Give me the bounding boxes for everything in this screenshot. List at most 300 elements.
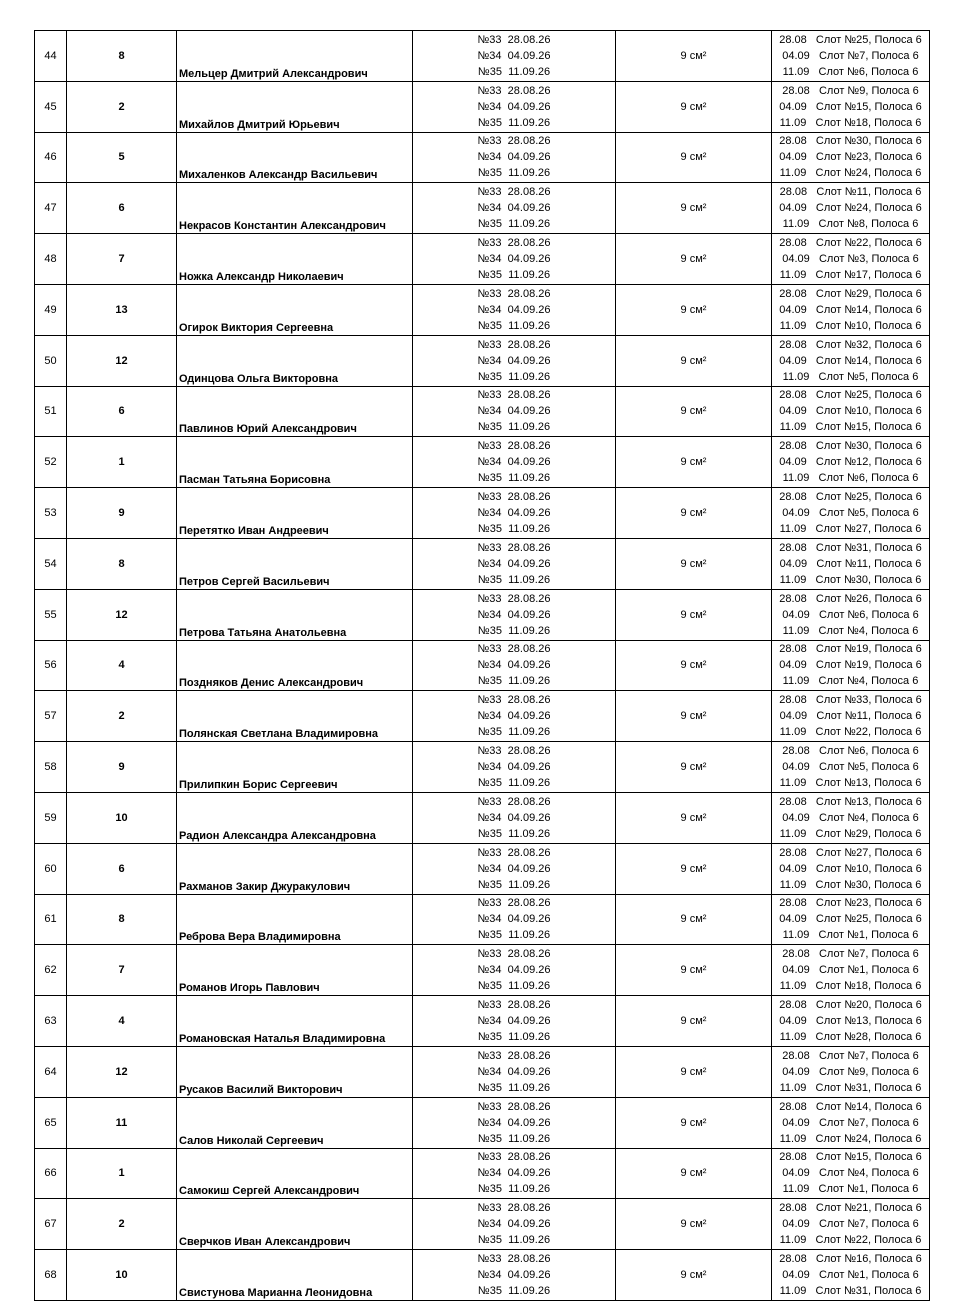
- issue-date: 04.09.26: [507, 405, 551, 418]
- stripe-label: Полоса 6: [874, 202, 922, 215]
- slot-date: 11.09: [782, 218, 810, 231]
- slot-date: 11.09: [782, 675, 810, 688]
- slot-number: 23: [856, 897, 869, 910]
- stripe-label: Полоса 6: [871, 745, 919, 758]
- slot-number: 20: [856, 999, 869, 1012]
- issue-line: [413, 1080, 615, 1096]
- table-row: [35, 1046, 930, 1097]
- issue-number: №35: [477, 1132, 502, 1145]
- table-row: [35, 31, 930, 82]
- slot-date: 11.09: [779, 878, 807, 891]
- name-cell: Реброва Вера Владимировна: [177, 894, 413, 945]
- issues-cell: [413, 284, 616, 335]
- issue-date: 04.09.26: [507, 253, 551, 266]
- slots-cell: [772, 183, 930, 234]
- row-number-cell: 62: [35, 945, 67, 996]
- issue-line: [413, 1115, 615, 1131]
- issue-line: [413, 877, 615, 893]
- issue-line: [413, 1251, 615, 1267]
- name-cell: Самокиш Сергей Александрович: [177, 1148, 413, 1199]
- slot-date: 04.09: [779, 862, 807, 875]
- issue-line: [413, 216, 615, 232]
- row-number-cell: 53: [35, 488, 67, 539]
- issue-date: 11.09.26: [508, 116, 551, 129]
- slot-date: 11.09: [779, 827, 807, 840]
- issue-date: 28.08.26: [507, 389, 551, 402]
- size-cell: 9 см²: [616, 1199, 772, 1250]
- issue-line: [413, 302, 615, 318]
- issue-date: 28.08.26: [507, 1049, 551, 1062]
- slots-cell: [772, 81, 930, 132]
- issue-date: 11.09.26: [508, 370, 551, 383]
- slot-line: 28.08 Слот №7, Полоса 6: [782, 948, 919, 961]
- slot-number: 30: [855, 573, 869, 586]
- issues-cell: [413, 589, 616, 640]
- table-row: [35, 1097, 930, 1148]
- issue-line: [413, 165, 615, 181]
- slot-number: 31: [856, 541, 869, 554]
- issue-number: №33: [477, 237, 502, 250]
- stripe-label: Полоса 6: [871, 624, 919, 637]
- slot-line: 28.08 Слот №23, Полоса 6: [779, 897, 922, 910]
- issue-line: [413, 946, 615, 962]
- issue-date: 11.09.26: [508, 1081, 551, 1094]
- issue-date: 11.09.26: [508, 269, 551, 282]
- issues-cell: [413, 945, 616, 996]
- group-cell: 12: [67, 1046, 177, 1097]
- issue-line: [413, 149, 615, 165]
- slot-line: 11.09 Слот №5, Полоса 6: [782, 370, 919, 383]
- slot-date: 28.08: [779, 999, 807, 1012]
- name-cell: Некрасов Константин Александрович: [177, 183, 413, 234]
- issue-number: №35: [477, 827, 502, 840]
- issue-date: 04.09.26: [507, 1218, 551, 1231]
- stripe-label: Полоса 6: [874, 980, 922, 993]
- issue-number: №33: [477, 745, 502, 758]
- slot-number: 17: [855, 269, 869, 282]
- issue-number: №34: [477, 964, 502, 977]
- slot-line: 04.09 Слот №4, Полоса 6: [782, 1167, 919, 1180]
- slot-date: 04.09: [782, 49, 810, 62]
- slot-line: 28.08 Слот №15, Полоса 6: [779, 1151, 922, 1164]
- issue-date: 04.09.26: [507, 1269, 551, 1282]
- slot-date: 11.09: [779, 1081, 807, 1094]
- slot-date: 11.09: [782, 929, 810, 942]
- issue-date: 04.09.26: [507, 761, 551, 774]
- issue-line: [413, 251, 615, 267]
- slot-number: 4: [859, 1167, 866, 1180]
- size-cell: 9 см²: [616, 1097, 772, 1148]
- group-cell: 5: [67, 132, 177, 183]
- stripe-label: Полоса 6: [874, 643, 922, 656]
- row-number-cell: 55: [35, 589, 67, 640]
- issue-line: [413, 235, 615, 251]
- stripe-label: Полоса 6: [874, 592, 922, 605]
- slot-line: 04.09 Слот №4, Полоса 6: [782, 811, 919, 824]
- issue-line: [413, 927, 615, 943]
- issue-date: 04.09.26: [507, 151, 551, 164]
- issue-date: 11.09.26: [508, 1234, 551, 1247]
- slot-number: 18: [855, 980, 869, 993]
- name-cell: Павлинов Юрий Александрович: [177, 386, 413, 437]
- slot-line: 11.09 Слот №10, Полоса 6: [779, 319, 922, 332]
- issue-line: [413, 861, 615, 877]
- issue-number: №34: [477, 303, 502, 316]
- issues-cell: [413, 488, 616, 539]
- issue-number: №35: [477, 980, 502, 993]
- size-cell: 9 см²: [616, 538, 772, 589]
- issue-date: 28.08.26: [507, 643, 551, 656]
- slot-line: 28.08 Слот №13, Полоса 6: [779, 795, 922, 808]
- name-cell: Поздняков Денис Александрович: [177, 640, 413, 691]
- slot-date: 28.08: [779, 1202, 807, 1215]
- stripe-label: Полоса 6: [874, 659, 922, 672]
- slot-line: 28.08 Слот №7, Полоса 6: [782, 1049, 919, 1062]
- name-cell: Одинцова Ольга Викторовна: [177, 335, 413, 386]
- issue-number: №35: [477, 116, 502, 129]
- issues-cell: [413, 843, 616, 894]
- issue-number: №33: [477, 1049, 502, 1062]
- slot-line: 28.08 Слот №19, Полоса 6: [779, 643, 922, 656]
- issue-line: [413, 286, 615, 302]
- table-row: [35, 1250, 930, 1301]
- issue-line: [413, 572, 615, 588]
- issue-date: 04.09.26: [507, 354, 551, 367]
- slot-date: 11.09: [779, 1132, 807, 1145]
- issues-cell: [413, 386, 616, 437]
- slot-date: 28.08: [779, 491, 807, 504]
- slot-line: 28.08 Слот №9, Полоса 6: [782, 84, 919, 97]
- issues-cell: [413, 183, 616, 234]
- group-cell: 12: [67, 589, 177, 640]
- issue-number: №35: [477, 269, 502, 282]
- group-cell: 7: [67, 234, 177, 285]
- issue-line: [413, 133, 615, 149]
- issues-cell: [413, 234, 616, 285]
- issue-line: [413, 775, 615, 791]
- slot-line: 28.08 Слот №30, Полоса 6: [779, 440, 922, 453]
- name-cell: Романовская Наталья Владимировна: [177, 996, 413, 1047]
- slot-number: 4: [859, 811, 866, 824]
- slot-number: 27: [855, 523, 869, 536]
- group-cell: 10: [67, 1250, 177, 1301]
- stripe-label: Полоса 6: [871, 84, 919, 97]
- slot-date: 28.08: [779, 186, 808, 199]
- slots-cell: [772, 335, 930, 386]
- issue-number: №34: [477, 405, 502, 418]
- slot-date: 04.09: [782, 1167, 810, 1180]
- stripe-label: Полоса 6: [871, 1183, 919, 1196]
- issue-line: [413, 911, 615, 927]
- table-row: [35, 183, 930, 234]
- slot-line: 11.09 Слот №6, Полоса 6: [782, 65, 919, 78]
- slot-date: 04.09: [779, 659, 807, 672]
- slot-number: 30: [855, 878, 869, 891]
- issue-date: 04.09.26: [507, 303, 551, 316]
- issue-number: №34: [477, 456, 502, 469]
- stripe-label: Полоса 6: [871, 218, 919, 231]
- name-cell: Ножка Александр Николаевич: [177, 234, 413, 285]
- size-cell: 9 см²: [616, 742, 772, 793]
- slot-line: 11.09 Слот №17, Полоса 6: [779, 269, 922, 282]
- slot-line: 11.09 Слот №27, Полоса 6: [779, 523, 922, 536]
- issue-number: №34: [477, 811, 502, 824]
- issue-line: [413, 267, 615, 283]
- stripe-label: Полоса 6: [874, 135, 922, 148]
- issue-number: №35: [477, 167, 502, 180]
- size-cell: 9 см²: [616, 335, 772, 386]
- issue-date: 28.08.26: [507, 1151, 551, 1164]
- issue-date: 28.08.26: [507, 491, 551, 504]
- stripe-label: Полоса 6: [871, 761, 919, 774]
- slot-line: 04.09 Слот №6, Полоса 6: [782, 608, 919, 621]
- slot-date: 11.09: [779, 777, 807, 790]
- stripe-label: Полоса 6: [874, 1132, 922, 1145]
- stripe-label: Полоса 6: [874, 405, 922, 418]
- issue-date: 11.09.26: [508, 218, 551, 231]
- slot-date: 04.09: [782, 1269, 810, 1282]
- stripe-label: Полоса 6: [871, 1116, 919, 1129]
- table-row: [35, 742, 930, 793]
- slot-date: 04.09: [782, 253, 810, 266]
- slots-cell: [772, 538, 930, 589]
- slots-cell: [772, 691, 930, 742]
- issue-line: [413, 318, 615, 334]
- group-cell: 8: [67, 894, 177, 945]
- issue-number: №34: [477, 913, 502, 926]
- issue-line: [413, 1232, 615, 1248]
- issue-number: №33: [477, 897, 502, 910]
- slots-cell: [772, 945, 930, 996]
- row-number-cell: 45: [35, 81, 67, 132]
- slot-number: 25: [856, 491, 869, 504]
- issue-line: [413, 540, 615, 556]
- slot-line: 04.09 Слот №10, Полоса 6: [779, 405, 922, 418]
- issue-date: 11.09.26: [508, 573, 551, 586]
- slot-number: 12: [856, 456, 869, 469]
- slot-number: 24: [855, 1132, 869, 1145]
- stripe-label: Полоса 6: [871, 370, 919, 383]
- slot-line: 04.09 Слот №7, Полоса 6: [782, 1116, 919, 1129]
- stripe-label: Полоса 6: [874, 1202, 922, 1215]
- slot-number: 1: [859, 964, 866, 977]
- issue-date: 04.09.26: [507, 456, 551, 469]
- issue-date: 11.09.26: [508, 1132, 551, 1145]
- name-cell: Мельцер Дмитрий Александрович: [177, 31, 413, 82]
- name-cell: Русаков Василий Викторович: [177, 1046, 413, 1097]
- group-cell: 9: [67, 742, 177, 793]
- slot-line: 28.08 Слот №16, Полоса 6: [779, 1253, 922, 1266]
- issue-number: №35: [477, 1031, 502, 1044]
- issue-date: 04.09.26: [507, 913, 551, 926]
- issue-number: №35: [477, 624, 502, 637]
- slot-number: 24: [855, 167, 869, 180]
- group-cell: 6: [67, 386, 177, 437]
- slot-date: 04.09: [779, 913, 807, 926]
- name-cell: Михайлов Дмитрий Юрьевич: [177, 81, 413, 132]
- slot-number: 26: [856, 592, 869, 605]
- slot-number: 22: [856, 237, 869, 250]
- slot-number: 13: [856, 1015, 869, 1028]
- issue-line: [413, 438, 615, 454]
- issue-line: [413, 692, 615, 708]
- slot-date: 04.09: [779, 151, 807, 164]
- stripe-label: Полоса 6: [874, 694, 922, 707]
- issue-date: 28.08.26: [507, 999, 551, 1012]
- slot-line: 11.09 Слот №1, Полоса 6: [782, 929, 919, 942]
- slot-number: 6: [858, 472, 865, 485]
- stripe-label: Полоса 6: [871, 253, 919, 266]
- slot-number: 9: [859, 1065, 866, 1078]
- name-cell: Свистунова Марианна Леонидовна: [177, 1250, 413, 1301]
- issue-line: [413, 743, 615, 759]
- issue-date: 11.09.26: [508, 167, 551, 180]
- issues-cell: [413, 792, 616, 843]
- stripe-label: Полоса 6: [874, 523, 922, 536]
- size-cell: 9 см²: [616, 437, 772, 488]
- slot-number: 32: [856, 338, 869, 351]
- slot-line: 04.09 Слот №25, Полоса 6: [779, 913, 922, 926]
- slot-number: 11: [856, 186, 869, 199]
- issue-line: [413, 708, 615, 724]
- stripe-label: Полоса 6: [874, 541, 922, 554]
- slots-cell: [772, 792, 930, 843]
- issue-line: [413, 200, 615, 216]
- issue-date: 28.08.26: [507, 948, 551, 961]
- slot-number: 29: [856, 287, 869, 300]
- stripe-label: Полоса 6: [874, 100, 922, 113]
- issue-date: 28.08.26: [507, 135, 551, 148]
- slots-cell: [772, 1199, 930, 1250]
- slots-cell: [772, 589, 930, 640]
- size-cell: 9 см²: [616, 945, 772, 996]
- slot-date: 04.09: [782, 1218, 810, 1231]
- group-cell: 8: [67, 538, 177, 589]
- slot-number: 10: [856, 862, 869, 875]
- issue-line: [413, 403, 615, 419]
- slot-date: 28.08: [779, 643, 807, 656]
- issue-line: [413, 657, 615, 673]
- slot-number: 11: [856, 557, 869, 570]
- slot-line: 04.09 Слот №11, Полоса 6: [779, 710, 922, 723]
- issue-date: 28.08.26: [507, 33, 551, 46]
- issue-line: [413, 337, 615, 353]
- issue-line: [413, 99, 615, 115]
- slot-date: 28.08: [779, 1253, 807, 1266]
- slot-line: 11.09 Слот №24, Полоса 6: [779, 1132, 922, 1145]
- row-number-cell: 59: [35, 792, 67, 843]
- issue-date: 11.09.26: [508, 726, 551, 739]
- issue-date: 28.08.26: [507, 237, 551, 250]
- issue-number: №33: [477, 338, 502, 351]
- slot-date: 11.09: [779, 421, 807, 434]
- slots-cell: [772, 1046, 930, 1097]
- issue-date: 28.08.26: [507, 694, 551, 707]
- issue-number: №34: [477, 761, 502, 774]
- issue-date: 11.09.26: [508, 1031, 551, 1044]
- slot-line: 11.09 Слот №15, Полоса 6: [779, 421, 922, 434]
- slot-line: 11.09 Слот №29, Полоса 6: [779, 827, 922, 840]
- issue-line: [413, 1048, 615, 1064]
- slot-line: 11.09 Слот №13, Полоса 6: [779, 777, 922, 790]
- issue-date: 11.09.26: [508, 472, 551, 485]
- issue-date: 04.09.26: [507, 557, 551, 570]
- issue-number: №34: [477, 608, 502, 621]
- group-cell: 2: [67, 81, 177, 132]
- slot-line: 04.09 Слот №13, Полоса 6: [779, 1015, 922, 1028]
- slot-line: 28.08 Слот №29, Полоса 6: [779, 287, 922, 300]
- issues-cell: [413, 894, 616, 945]
- stripe-label: Полоса 6: [874, 557, 922, 570]
- slot-number: 7: [859, 49, 866, 62]
- name-cell: Михаленков Александр Васильевич: [177, 132, 413, 183]
- issue-line: [413, 978, 615, 994]
- stripe-label: Полоса 6: [874, 846, 922, 859]
- stripe-label: Полоса 6: [871, 1269, 919, 1282]
- slots-cell: [772, 1148, 930, 1199]
- stripe-label: Полоса 6: [874, 389, 922, 402]
- stripe-label: Полоса 6: [874, 1285, 922, 1298]
- slot-line: 04.09 Слот №1, Полоса 6: [782, 1269, 919, 1282]
- slot-number: 8: [858, 218, 865, 231]
- slot-date: 04.09: [782, 761, 810, 774]
- slot-number: 14: [856, 303, 869, 316]
- issue-line: [413, 184, 615, 200]
- slot-number: 7: [859, 1116, 866, 1129]
- issues-cell: [413, 691, 616, 742]
- issue-line: [413, 1131, 615, 1147]
- stripe-label: Полоса 6: [874, 1100, 922, 1113]
- slot-line: 11.09 Слот №18, Полоса 6: [779, 980, 922, 993]
- slot-date: 04.09: [782, 1065, 810, 1078]
- slot-number: 1: [858, 1183, 865, 1196]
- stripe-label: Полоса 6: [874, 338, 922, 351]
- size-cell: 9 см²: [616, 386, 772, 437]
- slots-cell: [772, 234, 930, 285]
- issue-number: №33: [477, 186, 502, 199]
- slot-line: 11.09 Слот №28, Полоса 6: [779, 1031, 922, 1044]
- issues-cell: [413, 437, 616, 488]
- stripe-label: Полоса 6: [874, 354, 922, 367]
- slot-line: 04.09 Слот №9, Полоса 6: [782, 1065, 919, 1078]
- issues-cell: [413, 335, 616, 386]
- row-number-cell: 48: [35, 234, 67, 285]
- name-cell: Огирок Виктория Сергеевна: [177, 284, 413, 335]
- slot-number: 9: [859, 84, 866, 97]
- slot-date: 04.09: [779, 405, 807, 418]
- table-row: [35, 640, 930, 691]
- slot-line: 11.09 Слот №24, Полоса 6: [779, 167, 922, 180]
- stripe-label: Полоса 6: [874, 440, 922, 453]
- slot-line: 11.09 Слот №22, Полоса 6: [779, 1234, 922, 1247]
- issue-number: №34: [477, 1167, 502, 1180]
- issue-number: №34: [477, 202, 502, 215]
- slot-date: 28.08: [779, 795, 807, 808]
- table-row: [35, 589, 930, 640]
- slot-date: 28.08: [779, 237, 807, 250]
- issue-line: [413, 369, 615, 385]
- issue-date: 11.09.26: [508, 421, 551, 434]
- issue-date: 11.09.26: [508, 980, 551, 993]
- issue-line: [413, 623, 615, 639]
- row-number-cell: 65: [35, 1097, 67, 1148]
- issue-line: [413, 521, 615, 537]
- row-number-cell: 49: [35, 284, 67, 335]
- slot-date: 11.09: [782, 472, 810, 485]
- slot-number: 7: [859, 1049, 866, 1062]
- slot-number: 22: [855, 726, 869, 739]
- slot-number: 7: [859, 1218, 866, 1231]
